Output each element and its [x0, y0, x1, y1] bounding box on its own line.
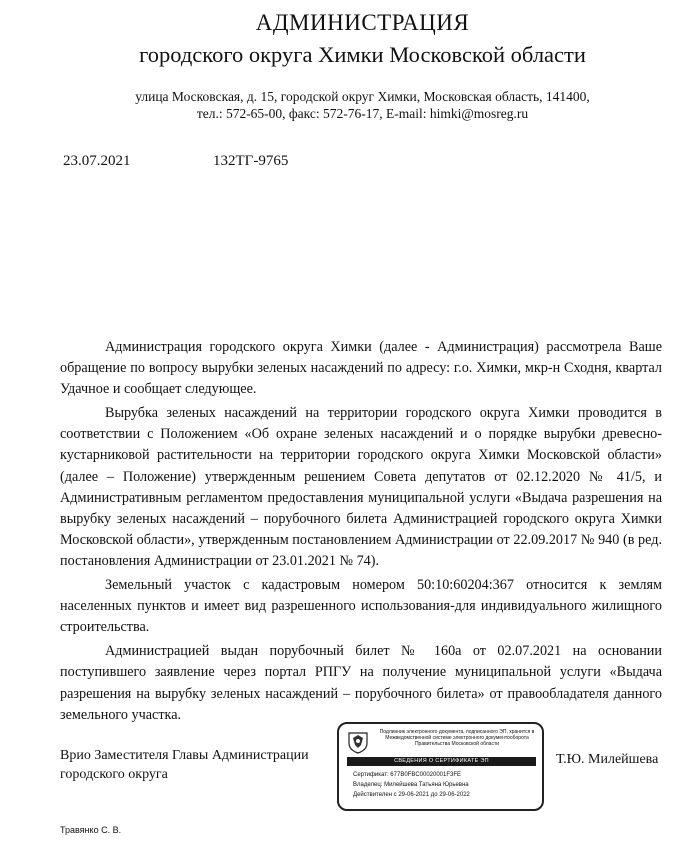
stamp-title: СВЕДЕНИЯ О СЕРТИФИКАТЕ ЭП [347, 757, 536, 766]
contacts-line: тел.: 572-65-00, факс: 572-76-17, E-mail: himki@mosreg.ru [196, 106, 529, 121]
org-subtitle: городского округа Химки Московской области [139, 42, 586, 67]
address-line: улица Московская, д. 15, городской округ Химки, Московская область, 141400, [135, 89, 590, 104]
executor-name: Травянко С. В. [60, 825, 122, 835]
paragraph: Администрация городского округа Химки (далее - Администрация) рассмотрела Ваше обращение по вопросу вырубки зеленых насаждений по адресу: г.о. Химки, мкр-н Сходня, квартал Удачное и сообщает следующее. [60, 339, 662, 398]
stamp-note: Подлинник электронного документа, подписанного ЭП, хранится в Межведомственной системе электронного документооборота Правительства Московской области [379, 729, 535, 747]
paragraph: Администрацией выдан порубочный билет № 160а от 02.07.2021 на основании поступившего заявление через портал РПГУ на получение муниципальной услуги «Выдача разрешения на вырубку зеленых насаждений – порубочного билета» от правообладателя данного земельного участка. [60, 643, 662, 723]
signer-position-line: Врио Заместителя Главы Администрации [60, 748, 309, 763]
e-signature-stamp [337, 722, 544, 811]
coat-of-arms-icon [347, 730, 369, 754]
certificate-number: Сертификат: 677B0FBC00020001F3FE [353, 772, 462, 778]
paragraph: Земельный участок с кадастровым номером 50:10:60204:367 относится к землям населенных пунктов и имеет вид разрешенного использования-для индивидуального жилищного строительства. [60, 577, 662, 636]
letter-body [60, 337, 662, 729]
certificate-validity: Действителен с 29-06-2021 до 29-06-2022 [353, 792, 470, 798]
org-title: АДМИНИСТРАЦИЯ [255, 10, 470, 35]
signer-position-line: городского округа [60, 767, 168, 782]
signer-position [60, 746, 309, 784]
paragraph: Вырубка зеленых насаждений на территории городского округа Химки проводится в соответствии с Положением «Об охране зеленых насаждений и о порядке вырубки древесно-кустарниковой растительности на территории городского округа Химки Московской области» (далее – Положение) утвержденным решением Совета депутатов от 02.12.2020 № 41/5, и Административным регламентом предоставления муниципальной услуги «Выдача разрешения на вырубку зеленых насаждений – порубочного билета Администрацией городского округа Химки Московской области», утвержденным постановлением Администрации от 22.09.2017 № 940 (в ред. постановления Администрации от 23.01.2021 № 74). [60, 405, 662, 569]
signer-name: Т.Ю. Милейшева [556, 752, 659, 767]
certificate-owner: Владелец: Милейшева Татьяна Юрьевна [353, 782, 469, 788]
registration-number: 132ТГ-9765 [213, 153, 289, 169]
registration-date: 23.07.2021 [63, 153, 131, 169]
org-address [0, 88, 695, 122]
